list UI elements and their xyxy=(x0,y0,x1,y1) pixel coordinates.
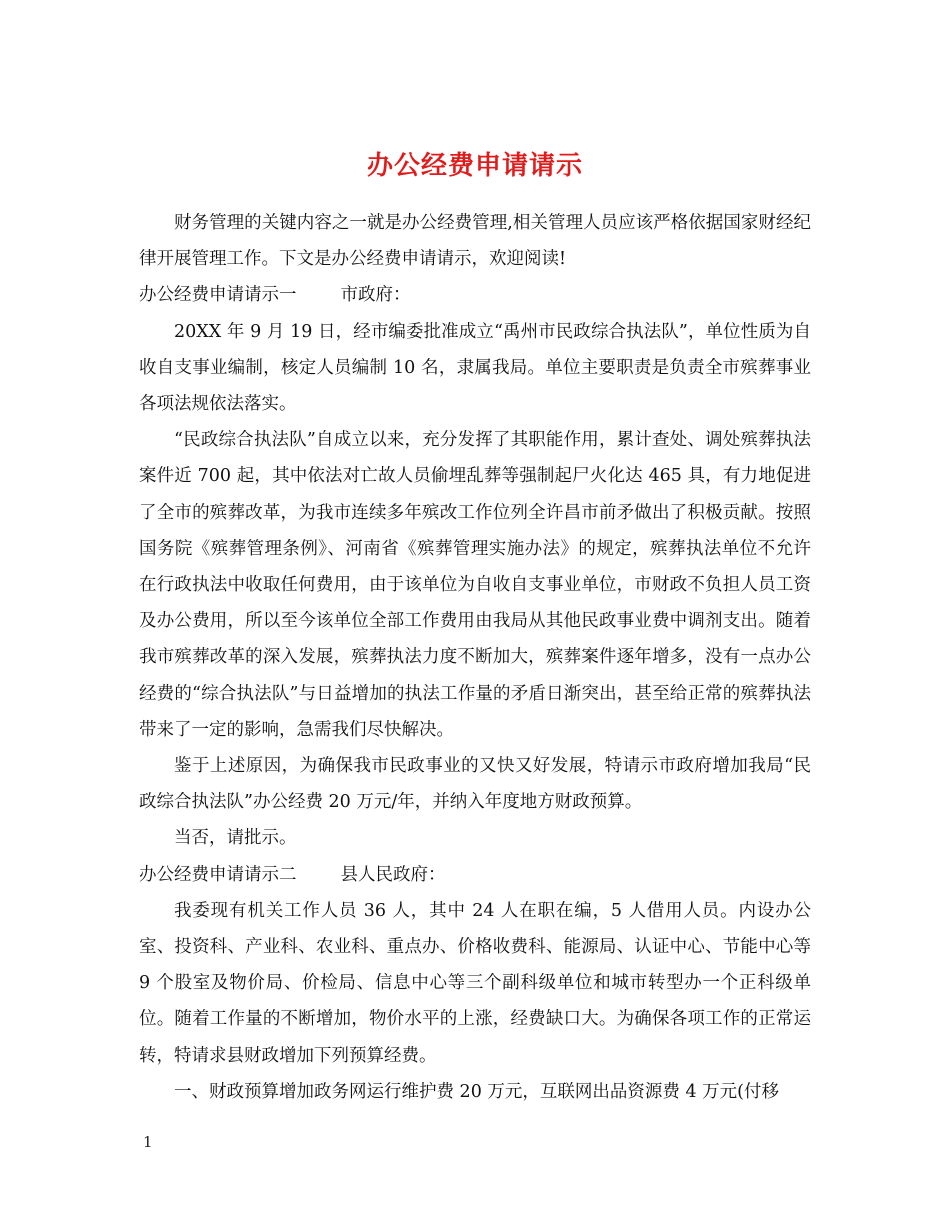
section-2-heading: 办公经费申请请示二 xyxy=(139,864,297,885)
section-2-heading-line xyxy=(139,857,811,893)
section-1-paragraph: 20XX 年 9 月 19 日，经市编委批准成立“禹州市民政综合执法队”，单位性质为自收自支事业编制，核定人员编制 10 名，隶属我局。单位主要职责是负责全市殡葬事业各项法规依法落实。 xyxy=(139,321,811,415)
intro-paragraph: 财务管理的关键内容之一就是办公经费管理,相关管理人员应该严格依据国家财经纪律开展管理工作。下文是办公经费申请请示，欢迎阅读! xyxy=(139,213,811,270)
page-number: 1 xyxy=(143,1133,153,1151)
section-2-recipient: 县人民政府： xyxy=(340,864,446,885)
section-2-paragraph: 一、财政预算增加政务网运行维护费 20 万元，互联网出品资源费 4 万元(付移 xyxy=(174,1081,779,1102)
section-1-heading: 办公经费申请请示一 xyxy=(139,285,297,306)
section-1-heading-line xyxy=(139,277,811,313)
document-body xyxy=(139,205,811,1110)
section-1-closing: 当否，请批示。 xyxy=(174,828,297,849)
section-1-paragraph: “民政综合执法队”自成立以来，充分发挥了其职能作用，累计查处、调处殡葬执法案件近 700 起，其中依法对亡故人员偷埋乱葬等强制起尸火化达 465 具，有力地促进了全市的殡葬改革，为我市连续多年殡改工作位列全许昌市前矛做出了积极贡献。按照国务院《殡葬管理条例》、河南省《殡葬管理实施办法》的规定，殡葬执法单位不允许在行政执法中收取任何费用，由于该单位为自收自支事业单位，市财政不负担人员工资及办公费用，所以至今该单位全部工作费用由我局从其他民政事业费中调剂支出。随着我市殡葬改革的深入发展，殡葬执法力度不断加大，殡葬案件逐年增多，没有一点办公经费的“综合执法队”与日益增加的执法工作量的矛盾日渐突出，甚至给正常的殡葬执法带来了一定的影响，急需我们尽快解决。 xyxy=(139,430,811,740)
section-1-recipient: 市政府： xyxy=(340,285,411,306)
section-2-paragraph: 我委现有机关工作人员 36 人，其中 24 人在职在编，5 人借用人员。内设办公室、投资科、产业科、农业科、重点办、价格收费科、能源局、认证中心、节能中心等 9 个股室及物价局、价检局、信息中心等三个副科级单位和城市转型办一个正科级单位。随着工作量的不断增加，物价水平的上涨，经费缺口大。为确保各项工作的正常运转，特请求县财政增加下列预算经费。 xyxy=(139,900,811,1066)
document-title: 办公经费申请请示 xyxy=(366,151,583,182)
section-1-paragraph: 鉴于上述原因，为确保我市民政事业的又快又好发展，特请示市政府增加我局“民政综合执法队”办公经费 20 万元/年，并纳入年度地方财政预算。 xyxy=(139,756,811,813)
